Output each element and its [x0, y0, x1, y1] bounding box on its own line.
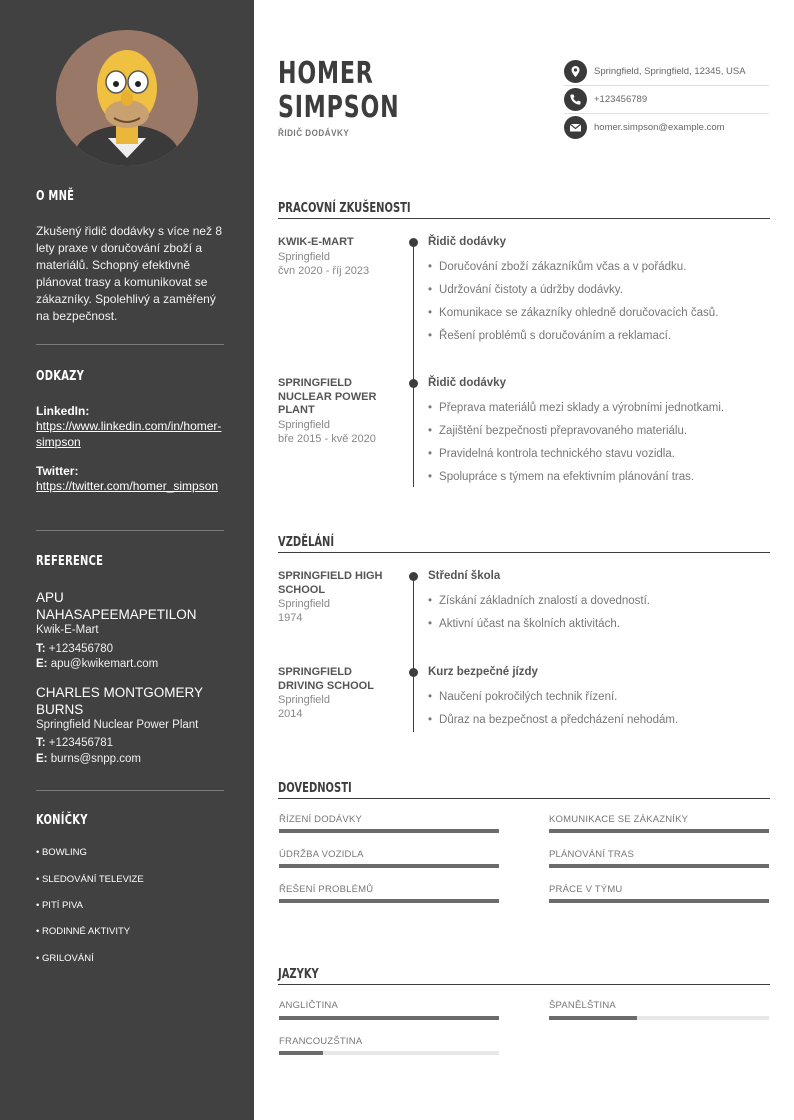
skill-bar-fill	[549, 829, 769, 833]
reference-email-value: apu@kwikemart.com	[50, 658, 159, 670]
reference-phone-value: +123456780	[48, 642, 114, 655]
about-heading: O MNĚ	[36, 188, 75, 204]
position-title: Řidič dodávky	[428, 236, 506, 248]
avatar-illustration	[56, 30, 198, 166]
hobbies-heading: KONÍČKY	[36, 812, 88, 828]
phone-text: +123456789	[594, 94, 648, 105]
education-org-block	[278, 666, 396, 721]
bullet-item: • Získání základních znalostí a dovedností.	[428, 595, 650, 607]
bullet-item: • Aktivní účast na školních aktivitách.	[428, 618, 620, 630]
skill-label: PLÁNOVÁNÍ TRAS	[549, 849, 634, 860]
language-bar	[279, 1016, 499, 1020]
experience-org-block	[278, 236, 396, 278]
skill-label: PRÁCE V TÝMU	[549, 884, 623, 895]
phone-icon	[564, 88, 587, 111]
hobby-label: GRILOVÁNÍ	[41, 953, 94, 964]
experience-org-block	[278, 377, 396, 446]
languages-heading	[278, 965, 770, 985]
linkedin-label: LinkedIn:	[36, 404, 90, 418]
hobby-label: BOWLING	[41, 847, 87, 858]
skill-label: ÚDRŽBA VOZIDLA	[279, 849, 364, 860]
language-label: ŠPANĚLŠTINA	[549, 1000, 616, 1011]
mail-icon	[564, 116, 587, 139]
about-text: Zkušený řidič dodávky s více než 8 lety praxe v doručování zboží a materiálů. Schopný efektivně plánovat trasy a komunikovat se zákazníky. Spolehlivý a zaměřený na bezpečnost.	[36, 224, 223, 323]
hobby-item: • RODINNÉ AKTIVITY	[36, 926, 131, 937]
skill-bar-fill	[549, 864, 769, 868]
school-dates: 1974	[278, 612, 303, 624]
language-bar-fill	[549, 1016, 637, 1020]
reference-item	[36, 684, 224, 768]
reference-phone	[36, 642, 224, 658]
links-section	[36, 368, 224, 495]
org-location: Springfield	[278, 418, 330, 431]
reference-phone-value: +123456781	[48, 737, 114, 749]
skill-bar	[279, 864, 499, 868]
skill-bar-fill	[549, 899, 769, 903]
timeline-dot	[409, 379, 418, 388]
location-icon	[564, 60, 587, 83]
twitter-link[interactable]: https://twitter.com/homer_simpson	[36, 479, 219, 493]
skill-label: KOMUNIKACE SE ZÁKAZNÍKY	[549, 814, 689, 825]
skill-bar-fill	[279, 864, 499, 868]
profile-photo	[56, 30, 198, 166]
reference-company: Kwik-E-Mart	[36, 624, 99, 636]
org-name: KWIK-E-MART	[278, 236, 354, 248]
degree-title: Kurz bezpečné jízdy	[428, 666, 538, 678]
language-bar-fill	[279, 1051, 323, 1055]
reference-item	[36, 589, 224, 673]
school-dates: 2014	[278, 708, 303, 720]
last-name: SIMPSON	[278, 90, 400, 125]
references-section	[36, 553, 224, 767]
skill-bar	[549, 899, 769, 903]
bullet-item: • Komunikace se zákazníky ohledně doručovacích časů.	[428, 307, 718, 319]
org-dates: čvn 2020 - říj 2023	[278, 264, 370, 277]
school-location: Springfield	[278, 694, 330, 706]
hobby-item: • GRILOVÁNÍ	[36, 953, 94, 964]
address-text: Springfield, Springfield, 12345, USA	[594, 66, 746, 77]
job-title: ŘIDIČ DODÁVKY	[278, 128, 350, 139]
divider	[36, 530, 224, 531]
skill-label: ŘÍZENÍ DODÁVKY	[279, 814, 363, 825]
experience-heading-text: PRACOVNÍ ZKUŠENOSTI	[278, 200, 411, 216]
hobby-item: • SLEDOVÁNÍ TELEVIZE	[36, 874, 144, 885]
bullet-item: • Naučení pokročilých technik řízení.	[428, 691, 617, 703]
timeline-dot	[409, 668, 418, 677]
phone-label: T:	[36, 642, 46, 655]
email-text[interactable]: homer.simpson@example.com	[594, 122, 725, 133]
reference-email-value: burns@snpp.com	[50, 752, 142, 765]
language-label: FRANCOUZŠTINA	[279, 1036, 363, 1047]
reference-email	[36, 752, 224, 768]
hobby-label: RODINNÉ AKTIVITY	[41, 926, 131, 937]
email-label: E:	[36, 752, 48, 765]
hobbies-section	[36, 812, 224, 982]
school-name: SPRINGFIELD DRIVING SCHOOL	[278, 666, 374, 692]
skill-bar	[279, 829, 499, 833]
bullet-item: • Pravidelná kontrola technického stavu vozidla.	[428, 448, 675, 460]
bullet-item: • Doručování zboží zákazníkům včas a v pořádku.	[428, 261, 686, 273]
bullet-item: • Řešení problémů s doručováním a reklamací.	[428, 330, 671, 342]
bullet-item: • Důraz na bezpečnost a předcházení nehodám.	[428, 714, 678, 726]
phone-label: T:	[36, 737, 46, 749]
school-location: Springfield	[278, 598, 330, 610]
language-label: ANGLIČTINA	[279, 1000, 339, 1011]
bullet-item: • Zajištění bezpečnosti přepravovaného materiálu.	[428, 425, 687, 437]
education-heading-text: VZDĚLÁNÍ	[278, 534, 335, 550]
links-heading: ODKAZY	[36, 368, 85, 384]
skill-label: ŘEŠENÍ PROBLÉMŮ	[279, 884, 374, 895]
reference-name: APU NAHASAPEEMAPETILON	[36, 590, 197, 622]
reference-email	[36, 657, 224, 673]
position-title: Řidič dodávky	[428, 377, 506, 389]
hobby-label: SLEDOVÁNÍ TELEVIZE	[41, 874, 144, 885]
skill-bar	[549, 864, 769, 868]
bullet-item: • Spolupráce s týmem na efektivním plánování tras.	[428, 471, 694, 483]
education-heading	[278, 533, 770, 553]
skill-bar	[279, 899, 499, 903]
hobby-label: PITÍ PIVA	[41, 900, 83, 911]
skill-bar	[549, 829, 769, 833]
hobby-item: • PITÍ PIVA	[36, 900, 83, 911]
reference-company: Springfield Nuclear Power Plant	[36, 718, 199, 731]
skill-bar-fill	[279, 899, 499, 903]
skills-heading	[278, 779, 770, 799]
education-org-block	[278, 570, 396, 625]
sidebar	[0, 0, 254, 1120]
link-twitter	[36, 464, 224, 495]
twitter-label: Twitter:	[36, 464, 79, 478]
timeline-dot	[409, 238, 418, 247]
divider	[36, 344, 224, 345]
timeline-line	[413, 347, 414, 487]
contact-phone	[564, 86, 769, 114]
contact-email	[564, 114, 769, 142]
experience-heading	[278, 199, 770, 219]
about-section	[36, 188, 224, 325]
hobby-item: • BOWLING	[36, 847, 87, 858]
languages-heading-text: JAZYKY	[278, 966, 319, 982]
timeline-dot	[409, 572, 418, 581]
org-dates: bře 2015 - kvě 2020	[278, 432, 376, 445]
references-heading: REFERENCE	[36, 553, 104, 569]
language-bar	[279, 1051, 499, 1055]
contact-address	[564, 58, 769, 86]
org-name: SPRINGFIELD NUCLEAR POWER PLANT	[278, 377, 377, 416]
timeline-line	[413, 243, 414, 347]
school-name: SPRINGFIELD HIGH SCHOOL	[278, 570, 383, 596]
org-location: Springfield	[278, 250, 330, 263]
skill-bar-fill	[279, 829, 499, 833]
reference-name: CHARLES MONTGOMERY BURNS	[36, 684, 203, 717]
timeline-line	[413, 577, 414, 732]
bullet-item: • Udržování čistoty a údržby dodávky.	[428, 284, 623, 296]
divider	[36, 790, 224, 791]
language-bar-fill	[279, 1016, 499, 1020]
first-name: HOMER	[278, 56, 374, 91]
email-label: E:	[36, 658, 48, 670]
linkedin-link[interactable]: https://www.linkedin.com/in/homer-simpson	[36, 419, 222, 449]
bullet-item: • Přeprava materiálů mezi sklady a výrobními jednotkami.	[428, 402, 724, 414]
skills-heading-text: DOVEDNOSTI	[278, 780, 352, 796]
degree-title: Střední škola	[428, 570, 501, 582]
reference-phone	[36, 736, 224, 752]
language-bar	[549, 1016, 769, 1020]
link-linkedin	[36, 404, 224, 450]
